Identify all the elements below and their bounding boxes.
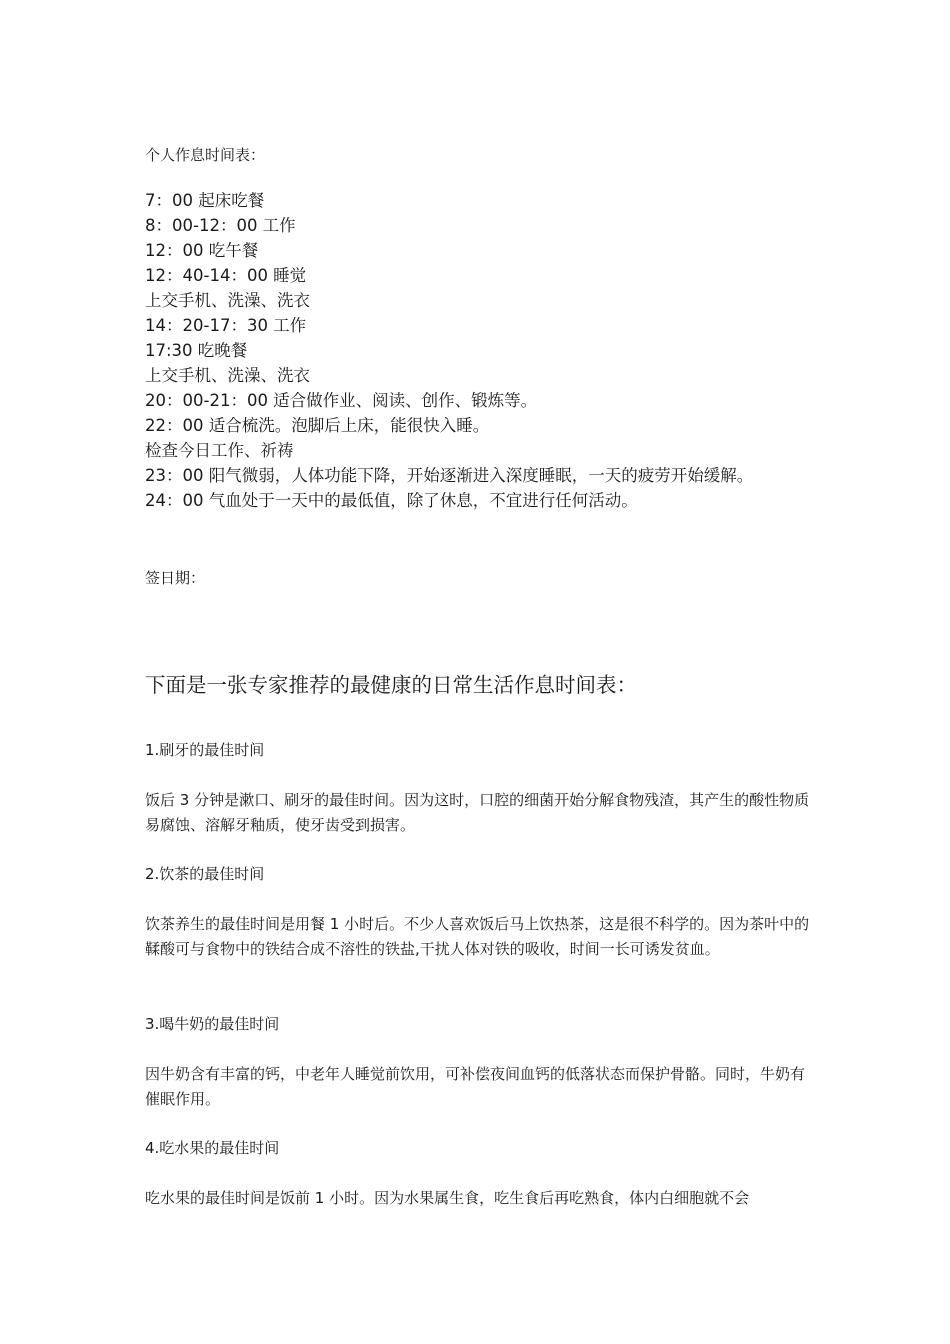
schedule-line: 上交手机、洗澡、洗衣 (145, 291, 310, 310)
tip-body: 吃水果的最佳时间是饭前 1 小时。因为水果属生食，吃生食后再吃熟食，体内白细胞就不会 (145, 1189, 750, 1207)
tip-title: 4.吃水果的最佳时间 (145, 1139, 280, 1157)
schedule-line: 8：00-12：00 工作 (145, 216, 296, 235)
schedule-line: 17:30 吃晚餐 (145, 341, 248, 360)
tip-title: 2.饮茶的最佳时间 (145, 865, 265, 883)
schedule-line: 7：00 起床吃餐 (145, 191, 265, 210)
tip-body: 因牛奶含有丰富的钙，中老年人睡觉前饮用，可补偿夜间血钙的低落状态而保护骨骼。同时，牛奶有催眠作用。 (145, 1065, 806, 1108)
tip-body: 饮茶养生的最佳时间是用餐 1 小时后。不少人喜欢饭后马上饮热茶，这是很不科学的。因为茶叶中的鞣酸可与食物中的铁结合成不溶性的铁盐,干扰人体对铁的吸收，时间一长可诱发贫血。 (145, 915, 810, 958)
schedule-list (145, 188, 810, 513)
schedule-line: 22：00 适合梳洗。泡脚后上床，能很快入睡。 (145, 416, 490, 435)
schedule-line: 24：00 气血处于一天中的最低值，除了休息，不宜进行任何活动。 (145, 491, 638, 510)
schedule-title: 个人作息时间表： (145, 146, 266, 164)
tip-title: 1.刷牙的最佳时间 (145, 741, 265, 759)
tip-title: 3.喝牛奶的最佳时间 (145, 1015, 280, 1033)
schedule-line: 23：00 阳气微弱，人体功能下降，开始逐渐进入深度睡眠，一天的疲劳开始缓解。 (145, 466, 754, 485)
schedule-line: 20：00-21：00 适合做作业、阅读、创作、锻炼等。 (145, 391, 538, 410)
schedule-line: 上交手机、洗澡、洗衣 (145, 366, 310, 385)
schedule-line: 12：40-14：00 睡觉 (145, 266, 307, 285)
schedule-line: 12：00 吃午餐 (145, 241, 259, 260)
sign-date-label: 签日期： (145, 569, 206, 587)
schedule-line: 检查今日工作、祈祷 (145, 441, 294, 460)
schedule-line: 14：20-17：30 工作 (145, 316, 307, 335)
section-heading: 下面是一张专家推荐的最健康的日常生活作息时间表： (145, 673, 637, 697)
tip-body: 饭后 3 分钟是漱口、刷牙的最佳时间。因为这时，口腔的细菌开始分解食物残渣，其产生的酸性物质易腐蚀、溶解牙釉质，使牙齿受到损害。 (145, 791, 810, 834)
